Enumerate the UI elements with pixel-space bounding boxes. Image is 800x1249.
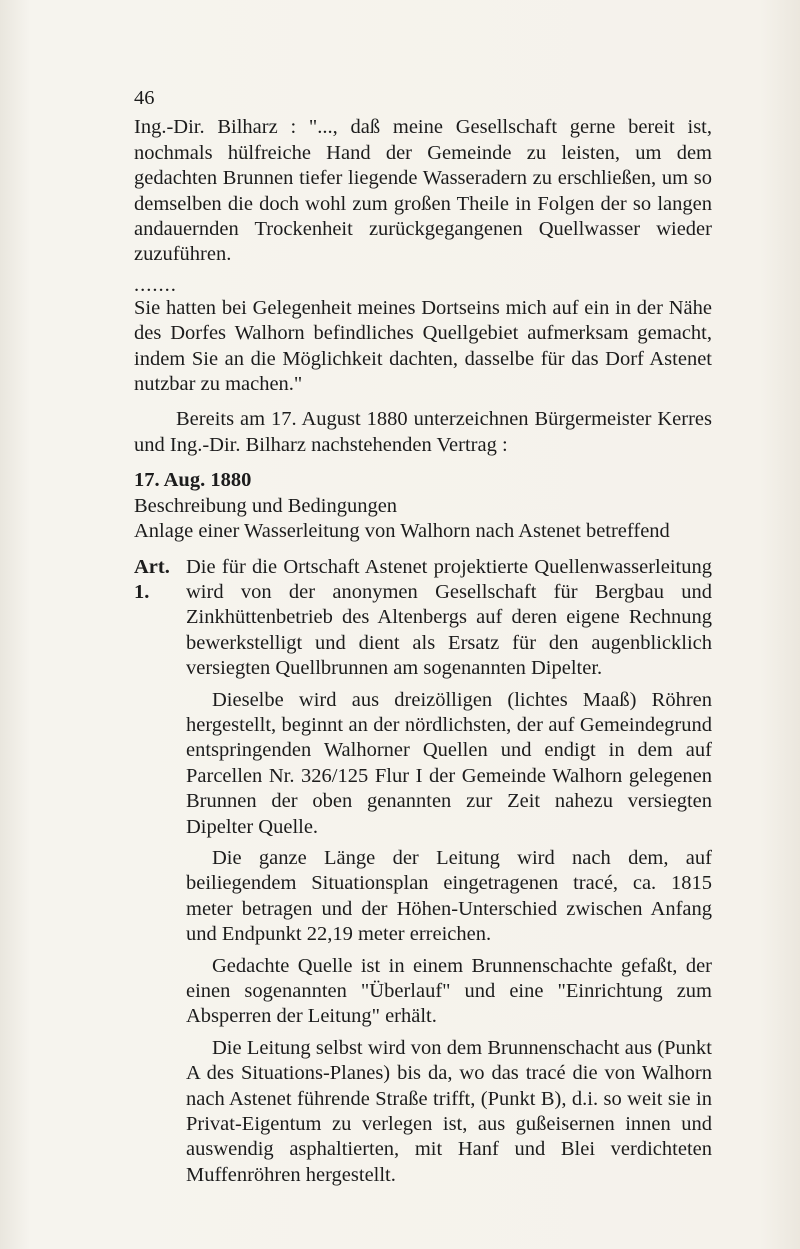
article-paragraph: Die Leitung selbst wird von dem Brunnenschacht aus (Punkt A des Situations-Planes) bis da, wo das tracé die von Walhorn nach Astenet führende Straße trifft, (Punkt B), d.i. so weit sie in Privat-Eigentum zu verlegen ist, aus gußeisernen innen und auswendig asphaltierten, mit Hanf und Blei verdichteten Muffenröhren hergestellt.	[186, 1036, 712, 1186]
intro-paragraph: Bereits am 17. August 1880 unterzeichnen Bürgermeister Kerres und Ing.-Dir. Bilharz nachstehenden Vertrag :	[134, 408, 712, 456]
contract-description: Anlage einer Wasserleitung von Walhorn nach Astenet betreffend	[134, 520, 670, 543]
article-paragraph: Gedachte Quelle ist in einem Brunnenschachte gefaßt, der einen sogenannten "Überlauf" und eine "Einrichtung zum Absperren der Leitung" erhält.	[186, 954, 712, 1028]
page-number: 46	[134, 87, 155, 109]
contract-subtitle: Beschreibung und Bedingungen	[134, 494, 398, 517]
quote-paragraph-1: Ing.-Dir. Bilharz : "..., daß meine Gesellschaft gerne bereit ist, nochmals hülfreiche Hand der Gemeinde zu leisten, um dem gedachten Brunnen tiefer liegende Wasseradern zu erschließen, um so demselben die doch wohl zum großen Theile in Folgen der so langen andauernden Trockenheit zurückgegangenen Quellwasser wieder zuzuführen.	[134, 116, 712, 266]
article-1	[134, 555, 712, 1189]
page-content	[134, 86, 712, 1188]
article-label: Art. 1.	[134, 555, 170, 603]
article-paragraph: Die für die Ortschaft Astenet projektierte Quellenwasserleitung wird von der anonymen Gesellschaft für Bergbau und Zinkhüttenbetrieb des Altenbergs auf deren eigene Rechnung bewerkstelligt und dient als Ersatz für den augenblicklich versiegten Quellbrunnen am sogenannten Dipelter.	[186, 555, 712, 680]
article-body	[186, 555, 712, 1189]
article-paragraph: Die ganze Länge der Leitung wird nach dem, auf beiliegendem Situationsplan eingetragenen tracé, ca. 1815 meter betragen und der Höhen-Unterschied zwischen Anfang und Endpunkt 22,19 meter erreichen.	[186, 846, 712, 946]
article-paragraph: Dieselbe wird aus dreizölligen (lichtes Maaß) Röhren hergestellt, beginnt an der nördlichsten, der auf Gemeindegrund entspringenden Walhorner Quellen und endigt in dem auf Parcellen Nr. 326/125 Flur I der Gemeinde Walhorn gelegenen Brunnen der oben genannten zur Zeit nahezu versiegten Dipelter Quelle.	[186, 688, 712, 838]
quote-paragraph-2: Sie hatten bei Gelegenheit meines Dortseins mich auf ein in der Nähe des Dorfes Walhorn befindliches Quellgebiet aufmerksam gemacht, indem Sie an die Möglichkeit dachten, dasselbe für das Dorf Astenet nutzbar zu machen."	[134, 296, 712, 396]
quote-ellipsis: .......	[134, 273, 177, 296]
contract-date: 17. Aug. 1880	[134, 469, 252, 492]
